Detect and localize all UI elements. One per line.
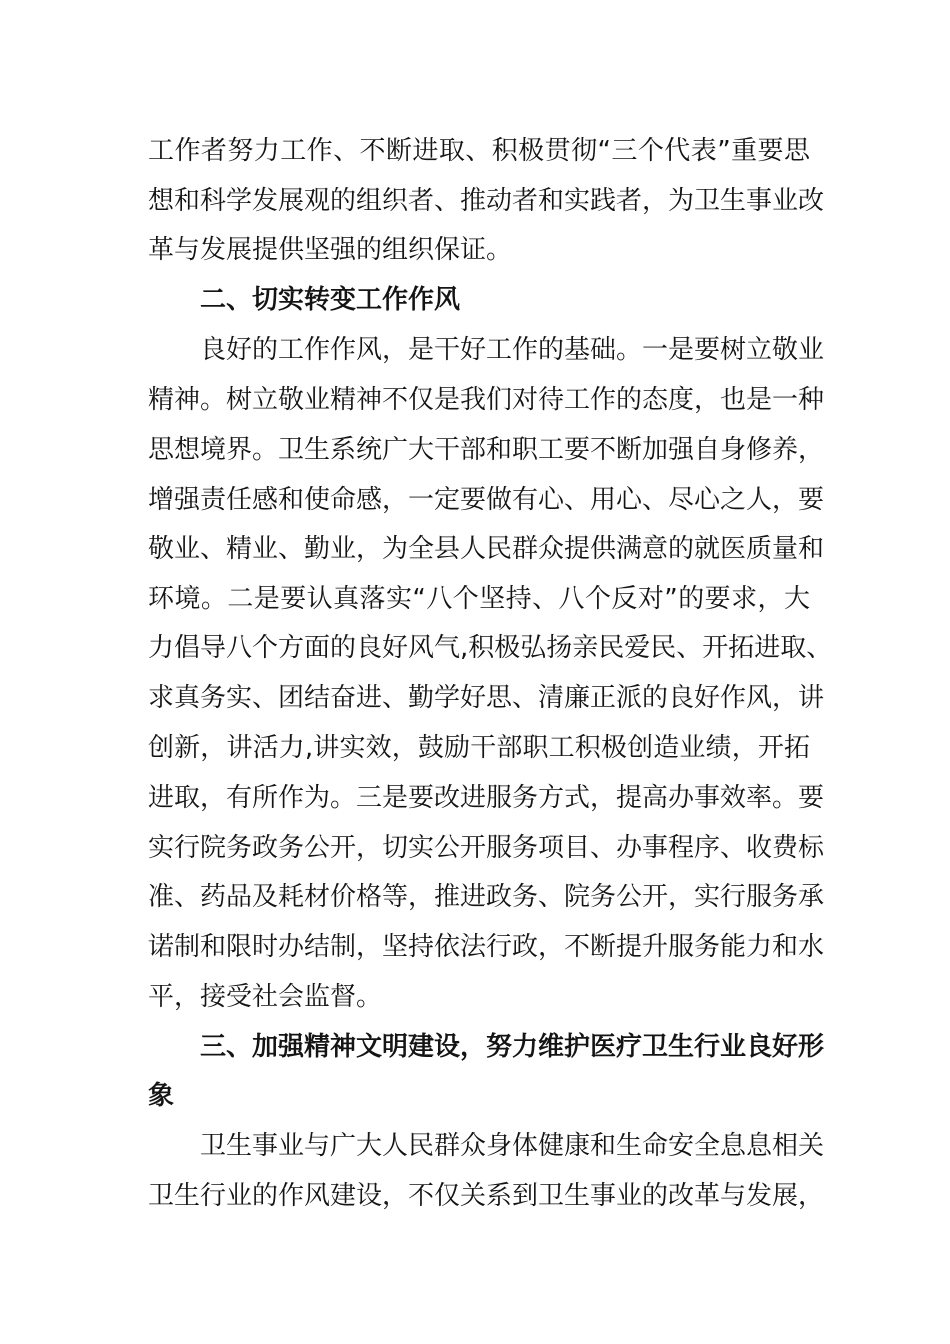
paragraph-line: 革与发展提供坚强的组织保证。 bbox=[148, 235, 513, 265]
paragraph-line: 良好的工作作风，是干好工作的基础。一是要树立敬业 bbox=[200, 335, 825, 365]
paragraph-line: 实行院务政务公开，切实公开服务项目、办事程序、收费标 bbox=[148, 833, 825, 863]
paragraph-line: 力倡导八个方面的良好风气,积极弘扬亲民爱民、开拓进取、 bbox=[148, 633, 833, 663]
paragraph-line: 精神。树立敬业精神不仅是我们对待工作的态度，也是一种 bbox=[148, 385, 825, 415]
paragraph-line: 环境。二是要认真落实“八个坚持、八个反对”的要求，大 bbox=[148, 584, 810, 614]
paragraph-line: 进取，有所作为。三是要改进服务方式，提高办事效率。要 bbox=[148, 783, 825, 813]
paragraph-line: 敬业、精业、勤业，为全县人民群众提供满意的就医质量和 bbox=[148, 534, 825, 564]
section-heading-3: 三、加强精神文明建设，努力维护医疗卫生行业良好形 bbox=[200, 1032, 825, 1062]
paragraph-line: 工作者努力工作、不断进取、积极贯彻“三个代表”重要思 bbox=[148, 136, 810, 166]
paragraph-line: 想和科学发展观的组织者、推动者和实践者，为卫生事业改 bbox=[148, 186, 825, 216]
paragraph-line: 准、药品及耗材价格等，推进政务、院务公开，实行服务承 bbox=[148, 882, 825, 912]
paragraph-line: 平，接受社会监督。 bbox=[148, 982, 383, 1012]
section-heading-2: 二、切实转变工作作风 bbox=[200, 285, 461, 315]
paragraph-line: 思想境界。卫生系统广大干部和职工要不断加强自身修养， bbox=[148, 435, 825, 465]
paragraph-line: 诺制和限时办结制，坚持依法行政，不断提升服务能力和水 bbox=[148, 932, 825, 962]
paragraph-line: 求真务实、团结奋进、勤学好思、清廉正派的良好作风，讲 bbox=[148, 683, 825, 713]
paragraph-line: 创新，讲活力,讲实效，鼓励干部职工积极创造业绩，开拓 bbox=[148, 733, 810, 763]
paragraph-line: 卫生事业与广大人民群众身体健康和生命安全息息相关 bbox=[200, 1131, 825, 1161]
section-heading-3-continued: 象 bbox=[148, 1081, 175, 1111]
paragraph-line: 增强责任感和使命感，一定要做有心、用心、尽心之人，要 bbox=[148, 485, 825, 515]
paragraph-line: 卫生行业的作风建设，不仅关系到卫生事业的改革与发展， bbox=[148, 1181, 825, 1211]
